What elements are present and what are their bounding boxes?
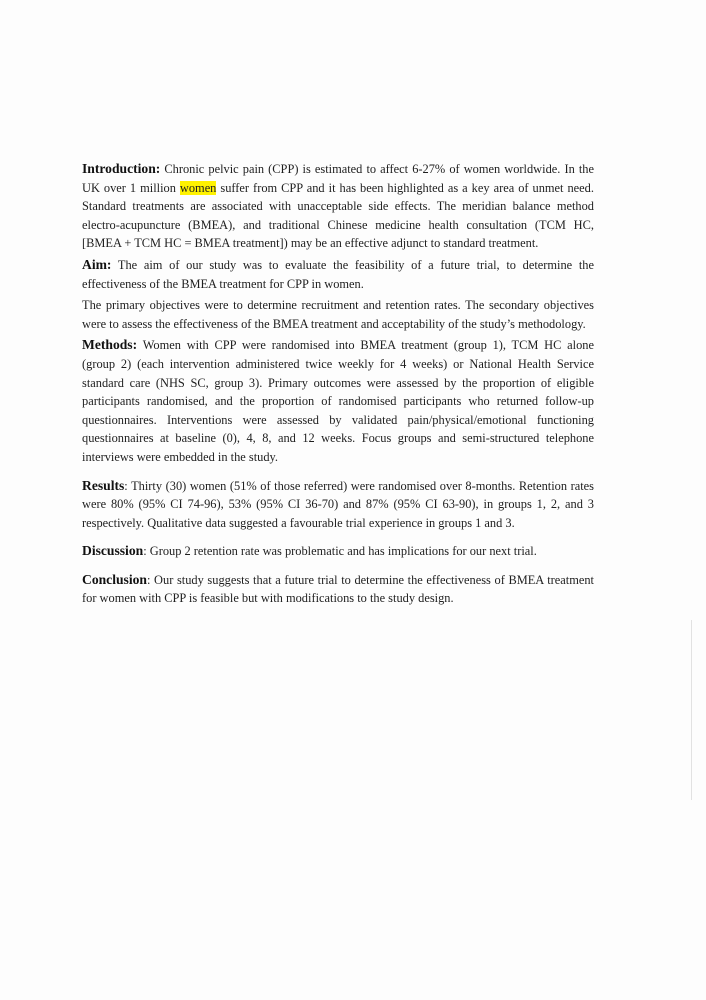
aim-heading: Aim:	[82, 256, 112, 272]
conclusion-paragraph	[82, 571, 594, 608]
methods-heading: Methods:	[82, 337, 138, 353]
conclusion-heading: Conclusion	[82, 571, 147, 587]
discussion-paragraph	[82, 542, 594, 561]
abstract-body	[82, 160, 594, 611]
conclusion-text: : Our study suggests that a future trial to determine the effectiveness of BMEA treatment for women with CPP is feasible but with modifications to the study design.	[82, 572, 594, 606]
aim-paragraph	[82, 256, 594, 293]
results-text: : Thirty (30) women (51% of those referred) were randomised over 8-months. Retention rates were 80% (95% CI 74-96), 53% (95% CI 36-70) and 87% (95% CI 63-90), in groups 1, 2, and 3 respectively. Qualitative data suggested a favourable trial experience in groups 1 and 3.	[82, 478, 594, 530]
discussion-text: : Group 2 retention rate was problematic and has implications for our next trial.	[143, 544, 537, 559]
results-heading: Results	[82, 477, 125, 493]
highlighted-word: women	[179, 180, 217, 195]
methods-paragraph	[82, 336, 594, 466]
scan-edge-mark	[691, 620, 692, 800]
aim-text: The aim of our study was to evaluate the feasibility of a future trial, to determine the effectiveness of the BMEA treatment for CPP in women.	[82, 257, 594, 291]
methods-text: Women with CPP were randomised into BMEA treatment (group 1), TCM HC alone (group 2) (each intervention administered twice weekly for 4 weeks) or National Health Service standard care (NHS SC, group 3). Primary outcomes were assessed by the proportion of eligible participants randomised, and the proportion of randomised participants who returned follow-up questionnaires. Interventions were assessed by validated pain/physical/emotional functioning questionnaires at baseline (0), 4, 8, and 12 weeks. Focus groups and semi-structured telephone interviews were embedded in the study.	[82, 338, 594, 464]
objectives-paragraph: The primary objectives were to determine recruitment and retention rates. The secondary objectives were to assess the effectiveness of the BMEA treatment and acceptability of the study’s methodology.	[82, 298, 594, 331]
results-paragraph	[82, 477, 594, 533]
discussion-heading: Discussion	[82, 543, 144, 559]
introduction-heading: Introduction:	[82, 161, 161, 176]
introduction-text-end: suffer from CPP and it has been highlighted as a key area of unmet need. Standard treatments are associated with unacceptable side effects. The meridian balance method electro-acupuncture (BMEA), and traditional Chinese medicine health consultation (TCM HC, [BMEA + TCM HC = BMEA treatment]) may be an effective adjunct to standard treatment.	[82, 180, 594, 251]
introduction-paragraph	[82, 160, 594, 253]
introduction-text-start: Chronic pelvic pain (CPP) is estimated to affect 6-27% of women worldwide. In the UK over 1 million	[82, 162, 594, 195]
